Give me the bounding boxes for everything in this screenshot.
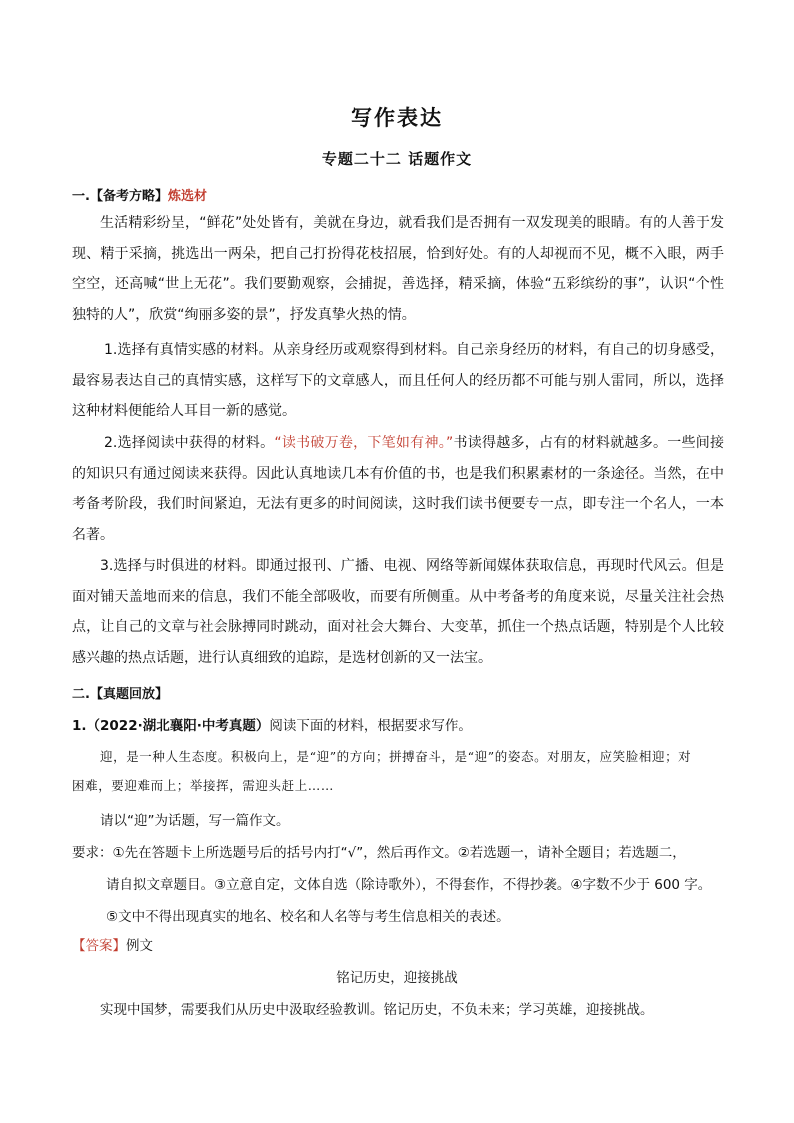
paragraph-point-1: 1.选择有真情实感的材料。从亲身经历或观察得到材料。自己亲身经历的材料，有自己的切身感受，最容易表达自己的真情实感，这样写下的文章感人，而且任何人的经历都不可能与别人雷同，所以，选择这种材料便能给人耳目一新的感觉。 [72, 342, 724, 419]
material-line-1: 迎，是一种人生态度。积极向上，是“迎”的方向；拼搏奋斗，是“迎”的姿态。对朋友，应笑脸相迎；对 [100, 749, 692, 764]
section-heading-exam: 二.【真题回放】 [72, 687, 168, 702]
requirement-line-3: ⑤文中不得出现真实的地名、校名和人名等与考生信息相关的表述。 [106, 909, 510, 925]
requirement-line-2: 请自拟文章题目。③立意自定，文体自选（除诗歌外），不得套作，不得抄袭。④字数不少于 600 字。 [106, 877, 712, 893]
question-1-source: 1.（2022·湖北襄阳·中考真题） [72, 718, 270, 734]
paragraph-point-3: 3.选择与时俱进的材料。即通过报刊、广播、电视、网络等新闻媒体获取信息，再现时代风云。但是面对铺天盖地而来的信息，我们不能全部吸收，而要有所侧重。从中考备考的角度来说，尽量关注社会热点，让自己的文章与社会脉搏同时跳动，面对社会大舞台、大变革，抓住一个热点话题，特别是个人比较感兴趣的热点话题，进行认真细致的追踪，是选材创新的又一法宝。 [72, 558, 724, 666]
point-2-body: 书读得越多，占有的材料就越多。一些间接的知识只有通过阅读来获得。因此认真地读几本有价值的书，也是我们积累素材的一条途径。当然，在中考备考阶段，我们时间紧迫，无法有更多的时间阅读，这时我们读书便要专一点，即专注一个名人，一本名著。 [72, 435, 725, 543]
paragraph-point-2 [72, 428, 724, 550]
essay-paragraph-1: 实现中国梦，需要我们从历史中汲取经验教训。铭记历史，不负未来；学习英雄，迎接挑战。 [100, 1002, 654, 1018]
answer-tag: 【答案】 [72, 938, 126, 954]
writing-prompt: 请以“迎”为话题，写一篇作文。 [100, 813, 290, 829]
document-title: 写作表达 [351, 106, 443, 130]
paragraph-intro: 生活精彩纷呈，“鲜花”处处皆有，美就在身边，就看我们是否拥有一双发现美的眼睛。有的人善于发现、精于采摘，挑选出一两朵，把自己打扮得花枝招展，恰到好处。有的人却视而不见，概不入眼，两手空空，还高喊“世上无花”。我们要勤观察，会捕捉，善选择，精采摘，体验“五彩缤纷的事”，认识“个性独特的人”，欣赏“绚丽多姿的景”，抒发真挚火热的情。 [72, 215, 724, 323]
essay-title: 铭记历史，迎接挑战 [336, 970, 458, 986]
section-heading-highlight: 炼选材 [167, 189, 207, 204]
point-2-lead: 2.选择阅读中获得的材料。 [104, 435, 275, 451]
point-2-quote: “读书破万卷，下笔如有神。” [274, 435, 454, 451]
material-line-2: 困难，要迎难而上；举接挥，需迎头赶上…… [72, 778, 335, 793]
answer-label [72, 934, 153, 954]
section-heading-strategy [72, 185, 207, 204]
answer-text: 例文 [126, 938, 153, 954]
document-subtitle: 专题二十二 话题作文 [321, 150, 473, 168]
question-1-instruction: 阅读下面的材料，根据要求写作。 [269, 718, 472, 734]
section-heading-prefix: 一.【备考方略】 [72, 189, 168, 204]
question-1 [72, 714, 472, 734]
requirement-line-1: 要求：①先在答题卡上所选题号后的括号内打“√”，然后再作文。②若选题一，请补全题目；若选题二， [72, 845, 686, 861]
